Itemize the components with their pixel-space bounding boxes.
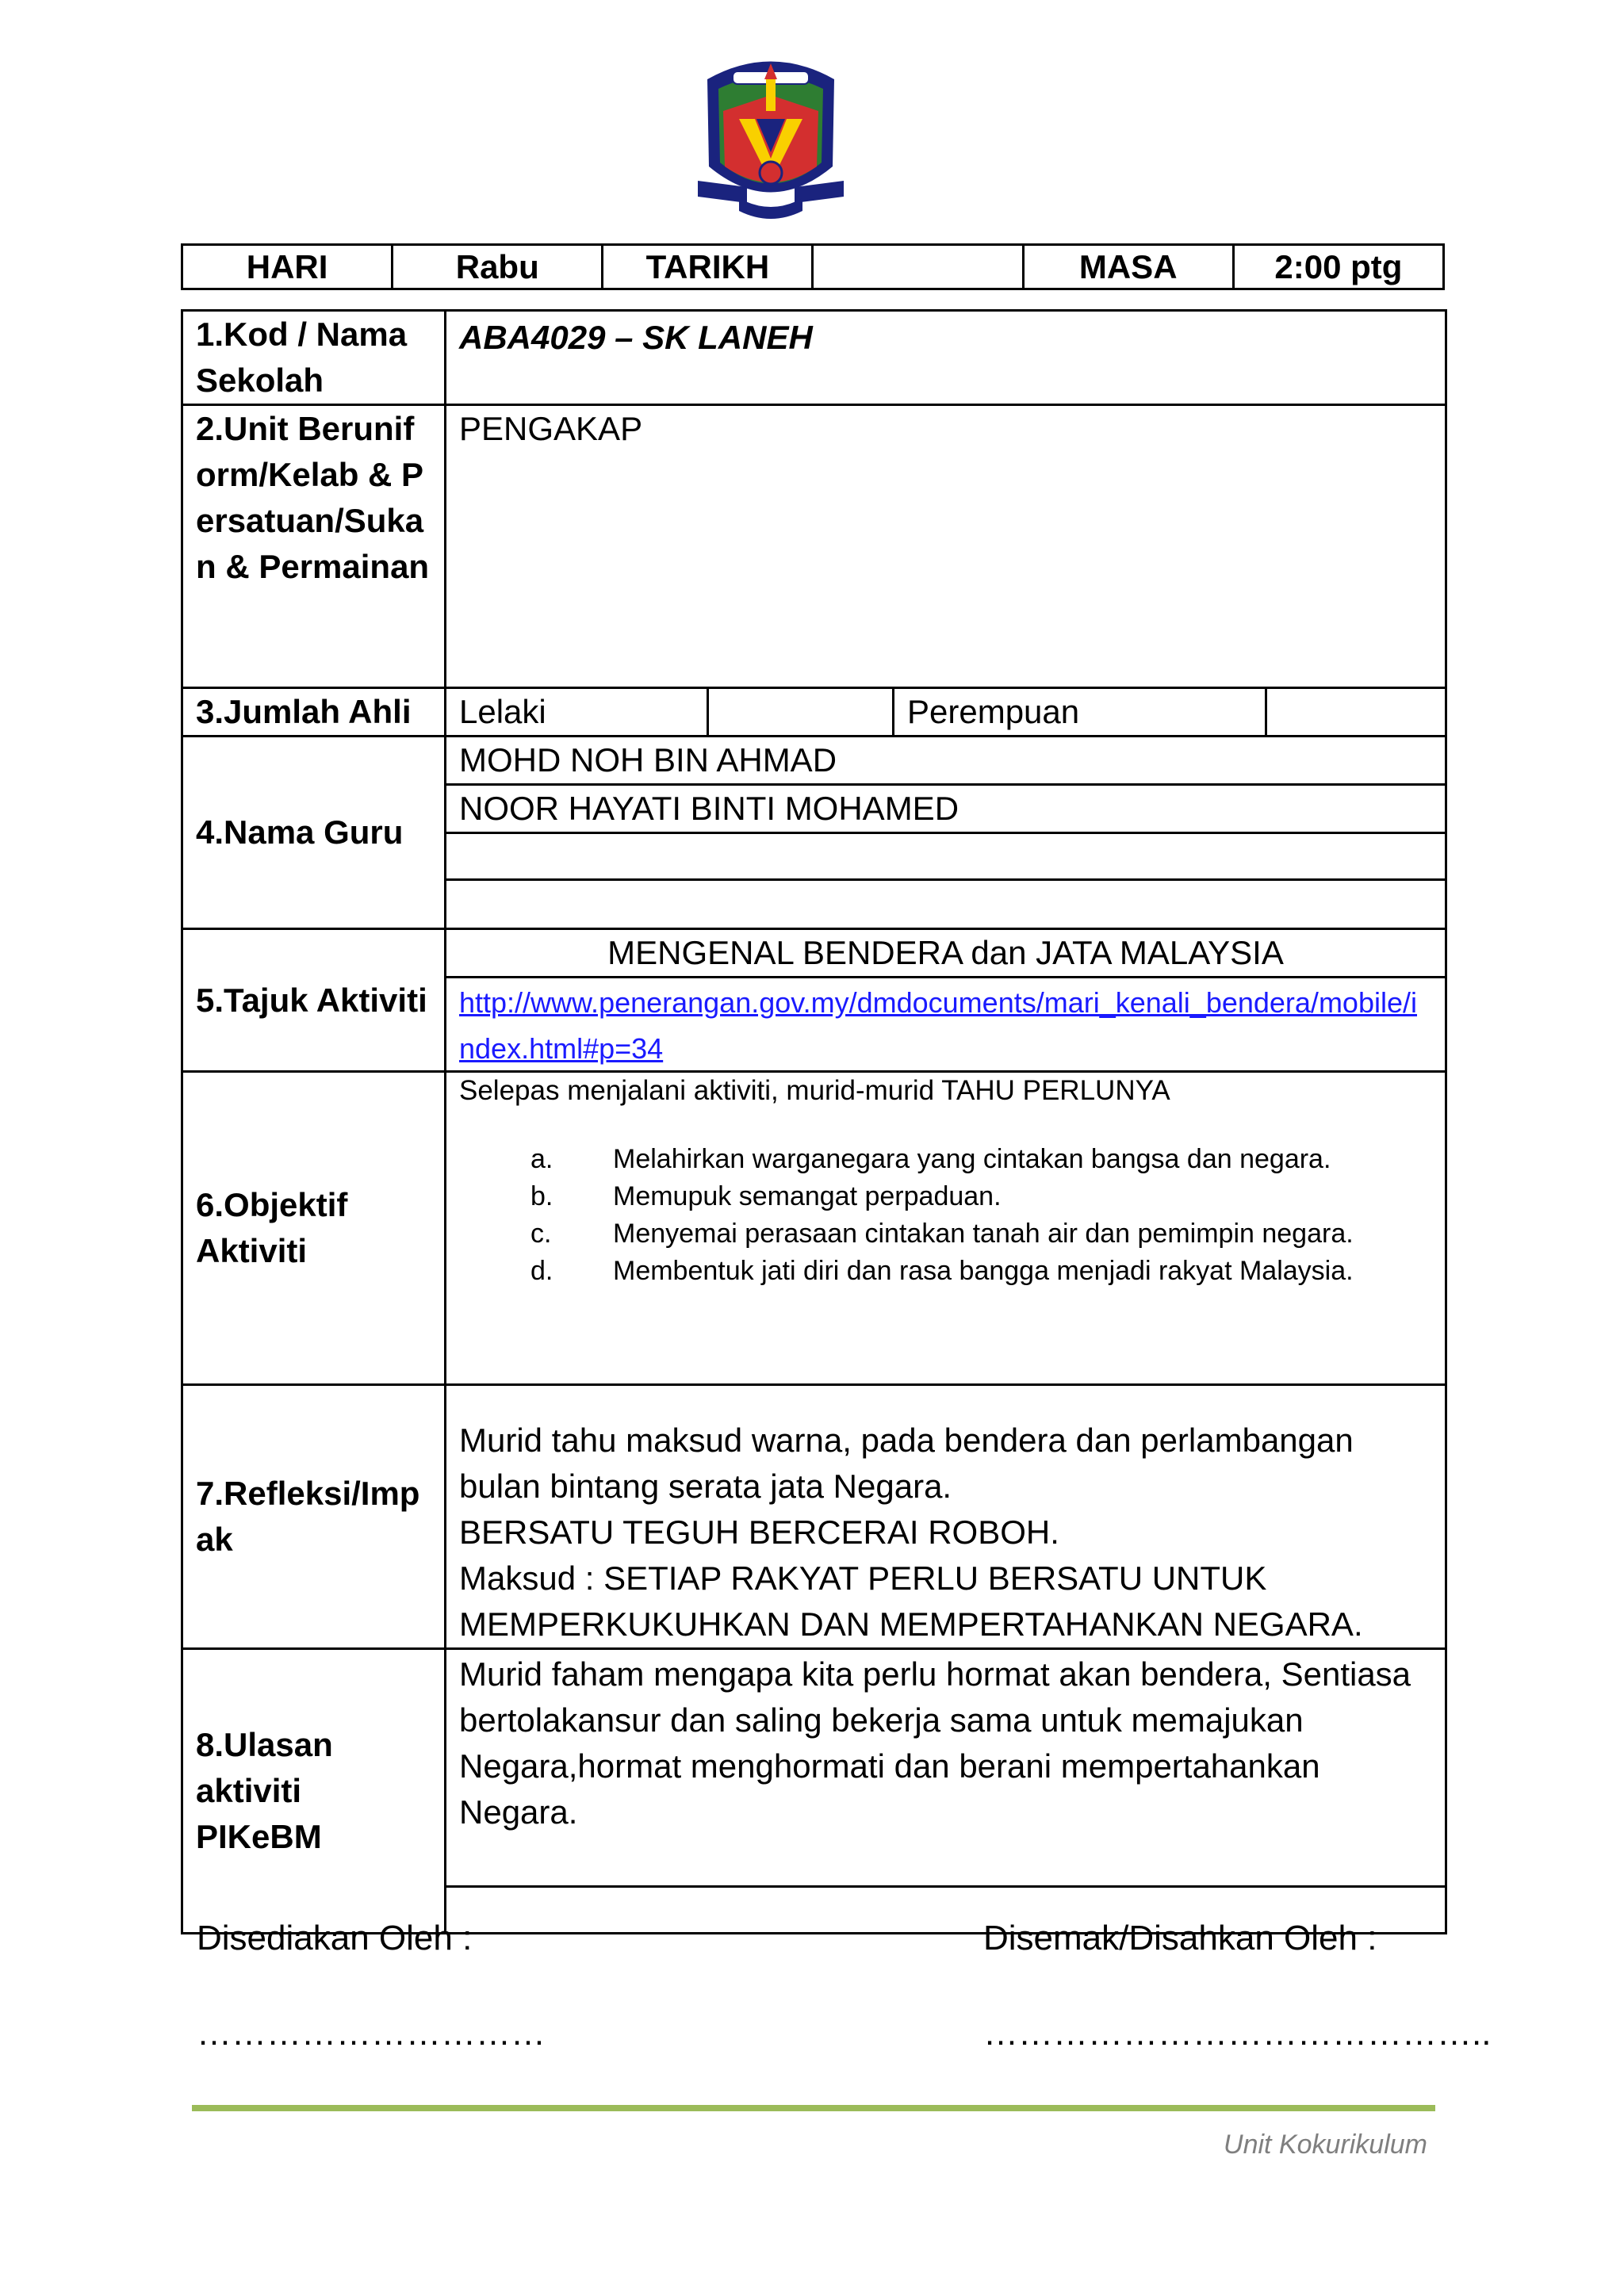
footer-unit-label: Unit Kokurikulum xyxy=(1224,2130,1427,2160)
refleksi-line-1: Murid tahu maksud warna, pada bendera dan perlambangan bulan bintang serata jata Negara. xyxy=(459,1422,1354,1505)
unit-label: 2.Unit Beruniform/Kelab & Persatuan/Sukan & Permainan xyxy=(182,405,446,688)
refleksi-cell xyxy=(446,1385,1446,1649)
tajuk-label: 5.Tajuk Aktiviti xyxy=(182,929,446,1072)
tajuk-link-cell xyxy=(446,978,1446,1072)
prepared-by-dots: ………………………… xyxy=(197,2014,546,2053)
objektif-label: 6.Objektif Aktiviti xyxy=(182,1072,446,1385)
guru-label: 4.Nama Guru xyxy=(182,737,446,929)
school-crest-logo xyxy=(691,48,850,230)
prepared-by-label: Disediakan Oleh : xyxy=(197,1919,473,1957)
unit-value: PENGAKAP xyxy=(446,405,1446,688)
guru-row-1: MOHD NOH BIN AHMAD xyxy=(446,737,1446,785)
objektif-cell xyxy=(446,1072,1446,1385)
guru-row-3 xyxy=(446,833,1446,880)
refleksi-line-2: BERSATU TEGUH BERCERAI ROBOH. xyxy=(459,1513,1059,1551)
guru-row-2: NOOR HAYATI BINTI MOHAMED xyxy=(446,785,1446,833)
list-item: d. Membentuk jati diri dan rasa bangga menjadi rakyat Malaysia. xyxy=(530,1256,1354,1286)
report-table xyxy=(181,309,1447,1934)
kod-value: ABA4029 – SK LANEH xyxy=(446,311,1446,405)
ulasan-value: Murid faham mengapa kita perlu hormat akan bendera, Sentiasa bertolakansur dan saling bekerja sama untuk memajukan Negara,hormat menghormati dan berani mempertahankan Negara. xyxy=(446,1649,1446,1887)
list-item: b. Memupuk semangat perpaduan. xyxy=(530,1181,1002,1211)
kod-label: 1.Kod / Nama Sekolah xyxy=(182,311,446,405)
masa-label: MASA xyxy=(1023,245,1233,289)
objektif-list xyxy=(530,1141,1432,1290)
masa-value: 2:00 ptg xyxy=(1233,245,1443,289)
tarikh-value xyxy=(813,245,1023,289)
ulasan-label: 8.Ulasan aktiviti PIKeBM xyxy=(182,1649,446,1934)
list-item: a. Melahirkan warganegara yang cintakan bangsa dan negara. xyxy=(530,1144,1331,1174)
guru-row-4 xyxy=(446,880,1446,929)
lelaki-label: Lelaki xyxy=(446,688,708,737)
list-item: c. Menyemai perasaan cintakan tanah air dan pemimpin negara. xyxy=(530,1219,1354,1249)
lelaki-value xyxy=(708,688,894,737)
header-table xyxy=(181,243,1445,290)
tarikh-label: TARIKH xyxy=(603,245,813,289)
footer-divider xyxy=(192,2105,1435,2111)
hari-value: Rabu xyxy=(393,245,603,289)
jumlah-label: 3.Jumlah Ahli xyxy=(182,688,446,737)
perempuan-label: Perempuan xyxy=(894,688,1266,737)
refleksi-line-3: Maksud : SETIAP RAKYAT PERLU BERSATU UNTUK MEMPERKUKUHKAN DAN MEMPERTAHANKAN NEGARA. xyxy=(459,1559,1363,1643)
verified-by-label: Disemak/Disahkan Oleh : xyxy=(983,1919,1377,1957)
tajuk-link[interactable]: http://www.penerangan.gov.my/dmdocuments/mari_kenali_bendera/mobile/index.html#p=34 xyxy=(459,986,1417,1065)
objektif-intro: Selepas menjalani aktiviti, murid-murid TAHU PERLUNYA xyxy=(459,1075,1170,1106)
verified-by-dots: …………………………………….. xyxy=(983,2014,1492,2053)
tajuk-value: MENGENAL BENDERA dan JATA MALAYSIA xyxy=(446,929,1446,978)
refleksi-label: 7.Refleksi/Impak xyxy=(182,1385,446,1649)
perempuan-value xyxy=(1266,688,1446,737)
hari-label: HARI xyxy=(182,245,393,289)
